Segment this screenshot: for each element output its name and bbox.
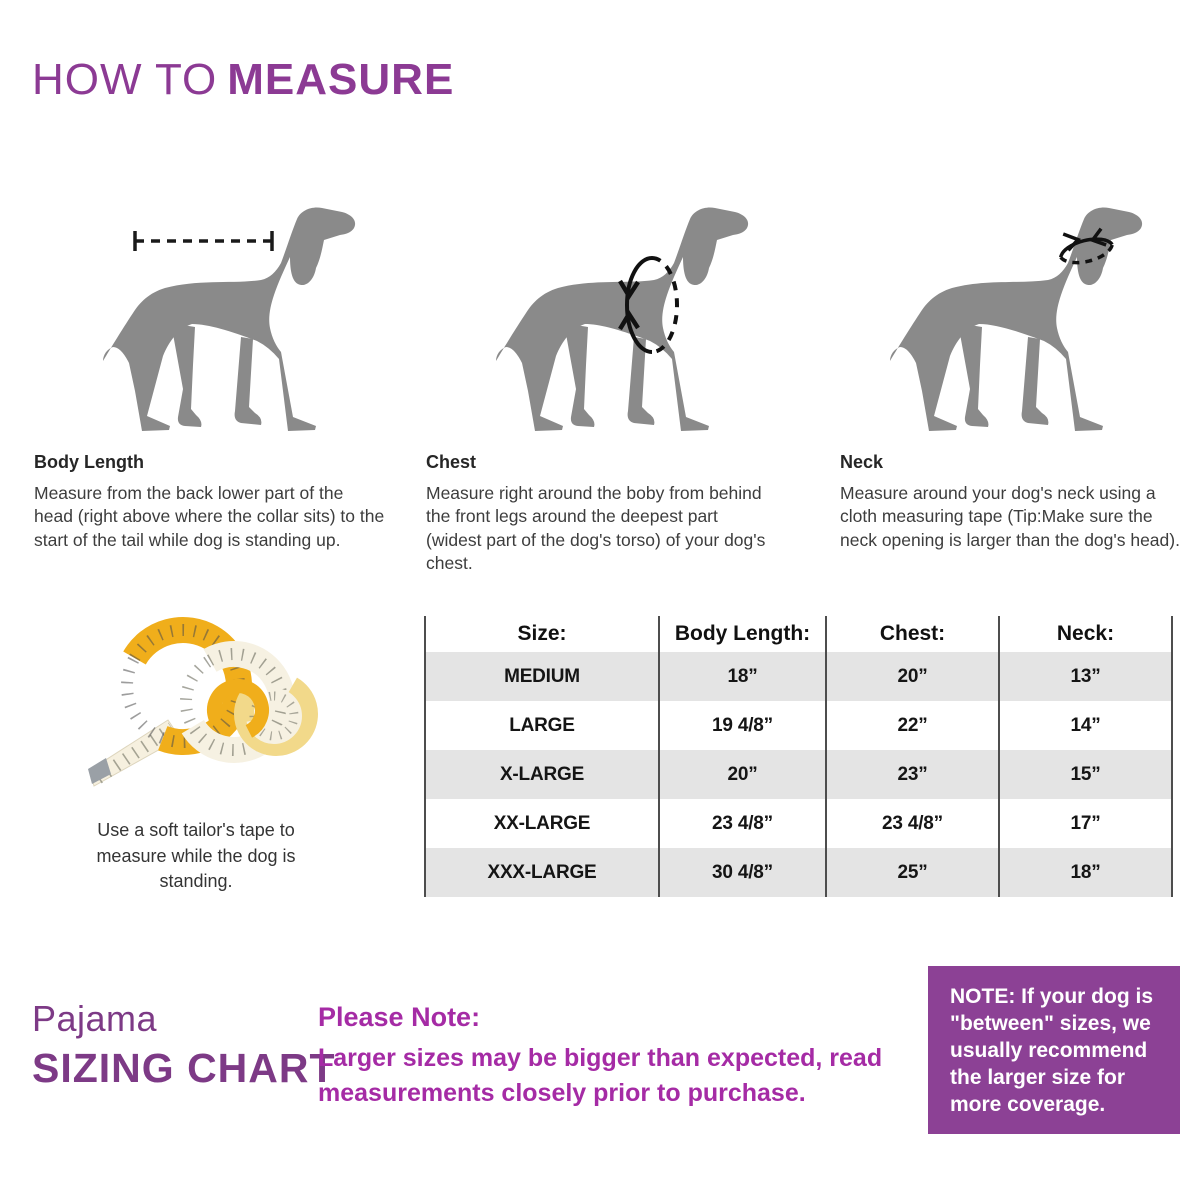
please-note-heading: Please Note: xyxy=(318,1002,481,1032)
page-title-bold: MEASURE xyxy=(227,55,455,104)
cell-size: X-LARGE xyxy=(424,750,660,799)
cell-size: MEDIUM xyxy=(424,652,660,701)
cell-neck: 15” xyxy=(1000,750,1173,799)
cell-body-length: 30 4/8” xyxy=(660,848,827,897)
cell-body-length: 18” xyxy=(660,652,827,701)
col-header-body-length: Body Length: xyxy=(660,616,827,652)
body-length-description: Measure from the back lower part of the head (right above where the collar sits) to the start of the tail while dog is standing up. xyxy=(34,483,385,550)
neck-caption xyxy=(840,452,1200,552)
page-title xyxy=(32,55,454,105)
please-note-text: Larger sizes may be bigger than expected, read measurements closely prior to purchase. xyxy=(318,1044,883,1107)
chest-description: Measure right around the boby from behind the front legs around the deepest part (widest part of the dog's torso) of your dog's chest. xyxy=(426,483,766,574)
cell-neck: 17” xyxy=(1000,799,1173,848)
cell-body-length: 23 4/8” xyxy=(660,799,827,848)
chest-caption xyxy=(426,452,798,576)
size-table-header-row xyxy=(424,616,1173,652)
table-row-medium xyxy=(424,652,1173,701)
col-header-size: Size: xyxy=(424,616,660,652)
page-title-light: HOW TO xyxy=(32,55,218,104)
size-table xyxy=(424,616,1173,897)
body-length-dashed-line-icon xyxy=(135,231,272,251)
cell-body-length: 20” xyxy=(660,750,827,799)
cell-body-length: 19 4/8” xyxy=(660,701,827,750)
dog-silhouette-body-length xyxy=(85,195,385,445)
table-row-large xyxy=(424,701,1173,750)
cell-chest: 25” xyxy=(827,848,1000,897)
tape-measure-image xyxy=(88,598,320,806)
dog-silhouette-neck xyxy=(872,195,1172,445)
table-row-xx-large xyxy=(424,799,1173,848)
brand-block xyxy=(32,998,336,1092)
cell-chest: 20” xyxy=(827,652,1000,701)
col-header-chest: Chest: xyxy=(827,616,1000,652)
chest-label: Chest xyxy=(426,452,477,472)
body-length-caption xyxy=(34,452,406,552)
body-length-label: Body Length xyxy=(34,452,144,472)
neck-description: Measure around your dog's neck using a cloth measuring tape (Tip:Make sure the neck opening is larger than the dog's head). xyxy=(840,483,1180,550)
product-line-label: Pajama xyxy=(32,998,158,1039)
cell-size: XX-LARGE xyxy=(424,799,660,848)
sizing-chart-label: SIZING CHART xyxy=(32,1045,336,1091)
cell-neck: 18” xyxy=(1000,848,1173,897)
tape-tip-text: Use a soft tailor's tape to measure while the dog is standing. xyxy=(96,820,296,892)
cell-size: LARGE xyxy=(424,701,660,750)
cell-neck: 13” xyxy=(1000,652,1173,701)
cell-neck: 14” xyxy=(1000,701,1173,750)
between-sizes-callout: NOTE: If your dog is "between" sizes, we usually recommend the larger size for more coverage. xyxy=(928,966,1180,1134)
cell-chest: 23 4/8” xyxy=(827,799,1000,848)
table-row-xxx-large xyxy=(424,848,1173,897)
cell-chest: 23” xyxy=(827,750,1000,799)
neck-label: Neck xyxy=(840,452,884,472)
cell-chest: 22” xyxy=(827,701,1000,750)
cell-size: XXX-LARGE xyxy=(424,848,660,897)
col-header-neck: Neck: xyxy=(1000,616,1173,652)
dog-silhouette-chest xyxy=(478,195,778,445)
please-note-block xyxy=(318,1002,918,1110)
table-row-x-large xyxy=(424,750,1173,799)
